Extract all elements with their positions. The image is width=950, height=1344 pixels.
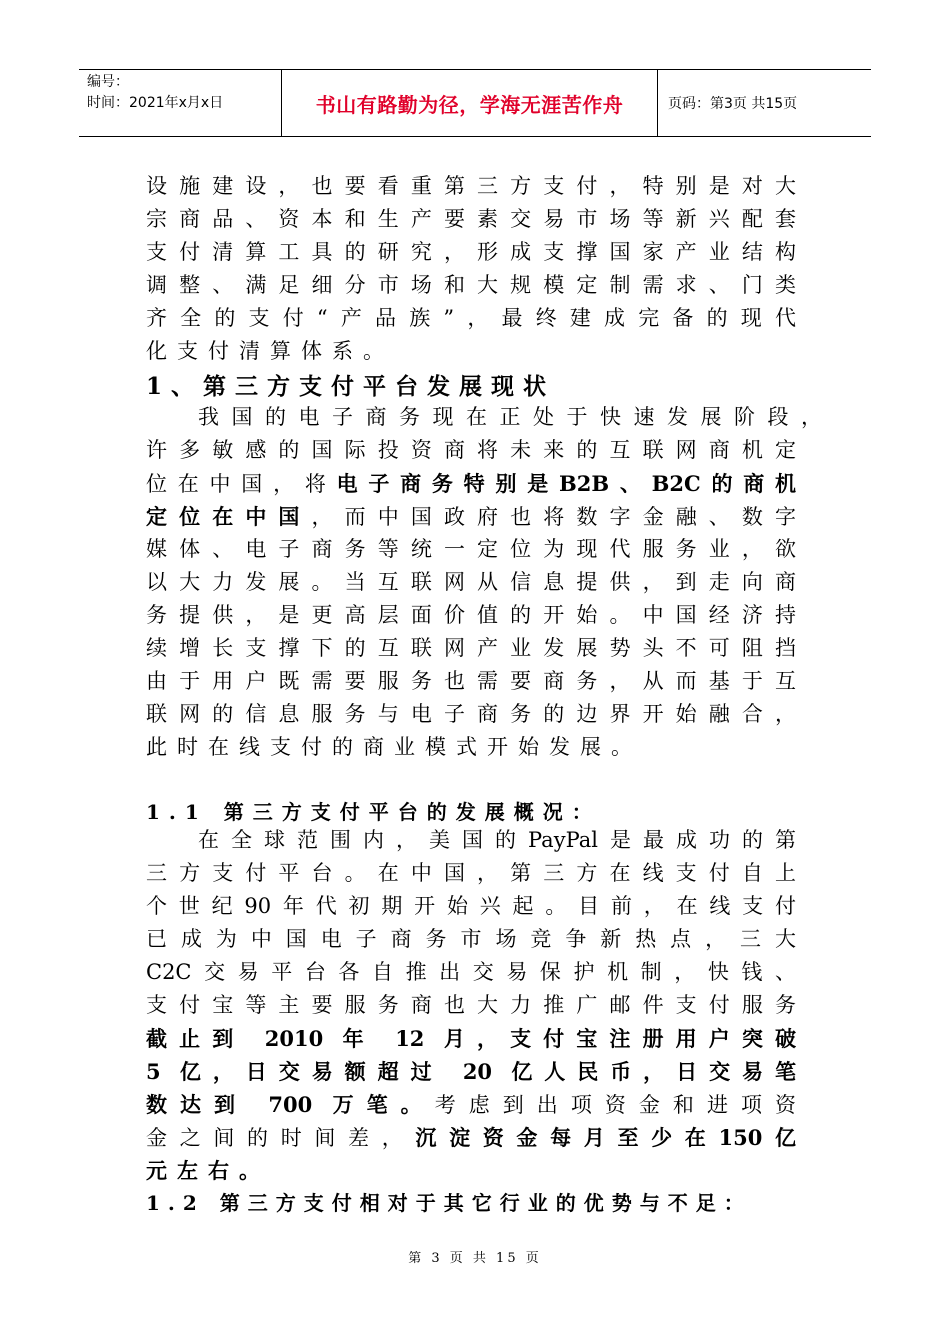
paragraph-line: 务提供，是更高层面价值的开始。中国经济持 (146, 603, 796, 627)
bold-text-run: 数达到 700 万笔。 (146, 1092, 435, 1117)
paragraph-line (146, 1121, 796, 1154)
subsection-heading: 1.2 第三方支付相对于其它行业的优势与不足： (146, 1191, 752, 1215)
paragraph-line: 续增长支撑下的互联网产业发展势头不可阻挡 (146, 636, 796, 660)
paragraph-line: 宗商品、资本和生产要素交易市场等新兴配套 (146, 207, 796, 231)
paragraph-line: 设施建设，也要看重第三方支付，特别是对大 (146, 174, 796, 198)
header-table (79, 69, 871, 137)
paragraph-line: 调整、满足细分市场和大规模定制需求、门类 (146, 273, 796, 297)
header-motto: 书山有路勤为径，学海无涯苦作舟 (282, 70, 658, 136)
paragraph-line: 元左右。 (146, 1158, 270, 1183)
paragraph-line: 联网的信息服务与电子商务的边界开始融合， (146, 702, 796, 726)
paragraph-line: 媒体、电子商务等统一定位为现代服务业，欲 (146, 537, 796, 561)
paragraph-line: 5 亿，日交易额超过 20 亿人民币，日交易笔 (146, 1059, 796, 1084)
text-run: 金之间的时间差， (146, 1126, 416, 1150)
paragraph-line: 许多敏感的国际投资商将未来的互联网商机定 (146, 438, 796, 462)
page-footer: 第 3 页 共 15 页 (408, 1251, 542, 1266)
document-date-label: 时间：2021年x月x日 (87, 95, 224, 111)
text-run: ，而中国政府也将数字金融、数字 (311, 505, 797, 529)
subsection-heading: 1.1 第三方支付平台的发展概况： (146, 800, 601, 824)
paragraph-line: 此时在线支付的商业模式开始发展。 (146, 735, 642, 759)
paragraph-line (146, 1088, 796, 1121)
paragraph-line: 化支付清算体系。 (146, 339, 394, 363)
paragraph-line (146, 467, 796, 500)
paragraph-line: 齐全的支付“产品族”，最终建成完备的现代 (146, 306, 796, 330)
paragraph-line: 由于用户既需要服务也需要商务，从而基于互 (146, 669, 796, 693)
bold-text-run: 定位在中国 (146, 504, 312, 529)
paragraph-line: C2C交易平台各自推出交易保护机制，快钱、 (146, 960, 796, 984)
bold-text-run: 沉淀资金每月至少在150亿 (415, 1125, 796, 1150)
text-run: 考虑到出项资金和进项资 (434, 1093, 796, 1117)
header-left-cell (79, 70, 282, 136)
header-page-label: 页码：第3页 共15页 (668, 96, 798, 112)
paragraph-line: 截止到 2010 年 12 月，支付宝注册用户突破 (146, 1026, 796, 1051)
paragraph-line: 个世纪90年代初期开始兴起。目前，在线支付 (146, 894, 796, 918)
paragraph-line (146, 500, 796, 533)
bold-text-run: 电子商务特别是B2B、B2C的商机 (336, 471, 797, 496)
document-number-label: 编号： (87, 74, 129, 90)
text-run: 位在中国，将 (146, 472, 337, 496)
paragraph-line: 三方支付平台。在中国，第三方在线支付自上 (146, 861, 796, 885)
paragraph-line: 支付清算工具的研究，形成支撑国家产业结构 (146, 240, 796, 264)
paragraph-line: 支付宝等主要服务商也大力推广邮件支付服务 (146, 993, 796, 1017)
paragraph-line: 已成为中国电子商务市场竞争新热点，三大 (146, 927, 796, 951)
paragraph-line: 我国的电子商务现在正处于快速发展阶段， (198, 405, 822, 429)
paragraph-line: 在全球范围内，美国的PayPal是最成功的第 (198, 828, 796, 852)
paragraph-line: 以大力发展。当互联网从信息提供，到走向商 (146, 570, 796, 594)
section-heading: 1、第三方支付平台发展现状 (146, 373, 556, 400)
